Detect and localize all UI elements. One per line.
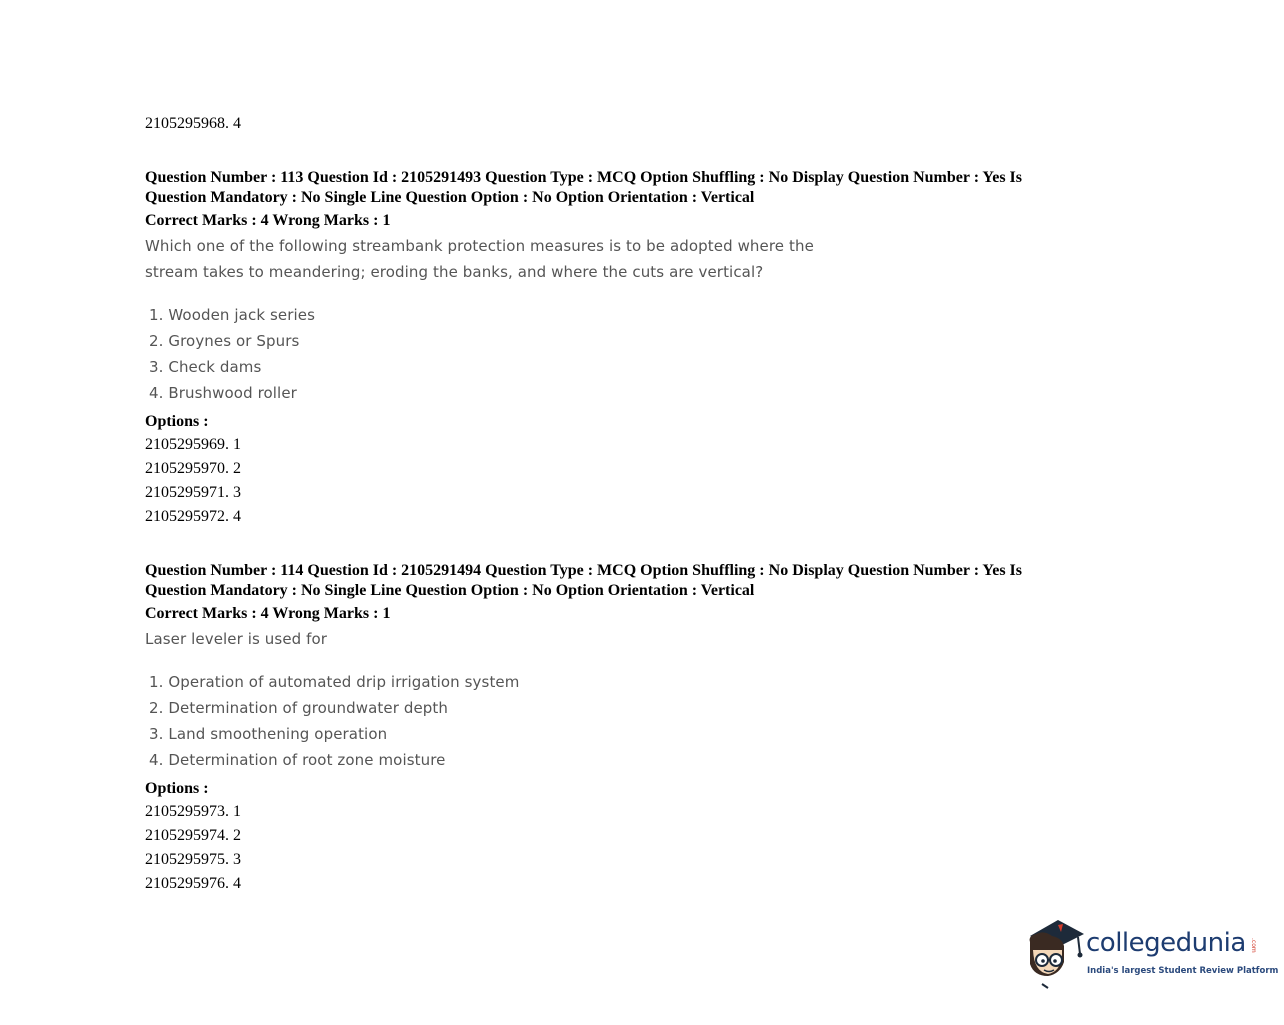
answer-choice: 4. Determination of root zone moisture [149, 751, 446, 769]
option-id: 2105295969. 1 [145, 436, 241, 453]
option-id: 2105295968. 4 [145, 115, 241, 132]
brand-domain: .com [1250, 938, 1257, 953]
brand-tagline: India's largest Student Review Platform [1087, 966, 1279, 976]
answer-choice: 2. Determination of groundwater depth [149, 699, 449, 717]
answer-choice: 3. Check dams [149, 358, 262, 376]
option-id: 2105295971. 3 [145, 484, 241, 501]
answer-choice: 3. Land smoothening operation [149, 725, 388, 743]
answer-choice: 1. Operation of automated drip irrigation system [149, 673, 520, 691]
question-header: Question Number : 114 Question Id : 2105291494 Question Type : MCQ Option Shuffling : No Display Question Number : Yes Is [145, 562, 1022, 579]
option-id: 2105295972. 4 [145, 508, 241, 525]
answer-choice: 4. Brushwood roller [149, 384, 297, 402]
question-marks: Correct Marks : 4 Wrong Marks : 1 [145, 212, 391, 229]
options-label: Options : [145, 780, 209, 797]
question-text: Laser leveler is used for [145, 630, 328, 648]
option-id: 2105295970. 2 [145, 460, 241, 477]
option-id: 2105295974. 2 [145, 827, 241, 844]
answer-choice: 2. Groynes or Spurs [149, 332, 300, 350]
option-id: 2105295976. 4 [145, 875, 241, 892]
question-marks: Correct Marks : 4 Wrong Marks : 1 [145, 605, 391, 622]
brand-name: collegedunia [1086, 928, 1246, 958]
question-header: Question Mandatory : No Single Line Question Option : No Option Orientation : Vertical [145, 582, 755, 599]
option-id: 2105295973. 1 [145, 803, 241, 820]
question-text: Which one of the following streambank protection measures is to be adopted where the [145, 237, 814, 255]
question-header: Question Number : 113 Question Id : 2105291493 Question Type : MCQ Option Shuffling : No Display Question Number : Yes Is [145, 169, 1022, 186]
question-header: Question Mandatory : No Single Line Question Option : No Option Orientation : Vertical [145, 189, 755, 206]
option-id: 2105295975. 3 [145, 851, 241, 868]
student-mascot-icon [1022, 916, 1086, 992]
collegedunia-logo [1022, 916, 1279, 992]
answer-choice: 1. Wooden jack series [149, 306, 315, 324]
question-text: stream takes to meandering; eroding the banks, and where the cuts are vertical? [145, 263, 764, 281]
options-label: Options : [145, 413, 209, 430]
